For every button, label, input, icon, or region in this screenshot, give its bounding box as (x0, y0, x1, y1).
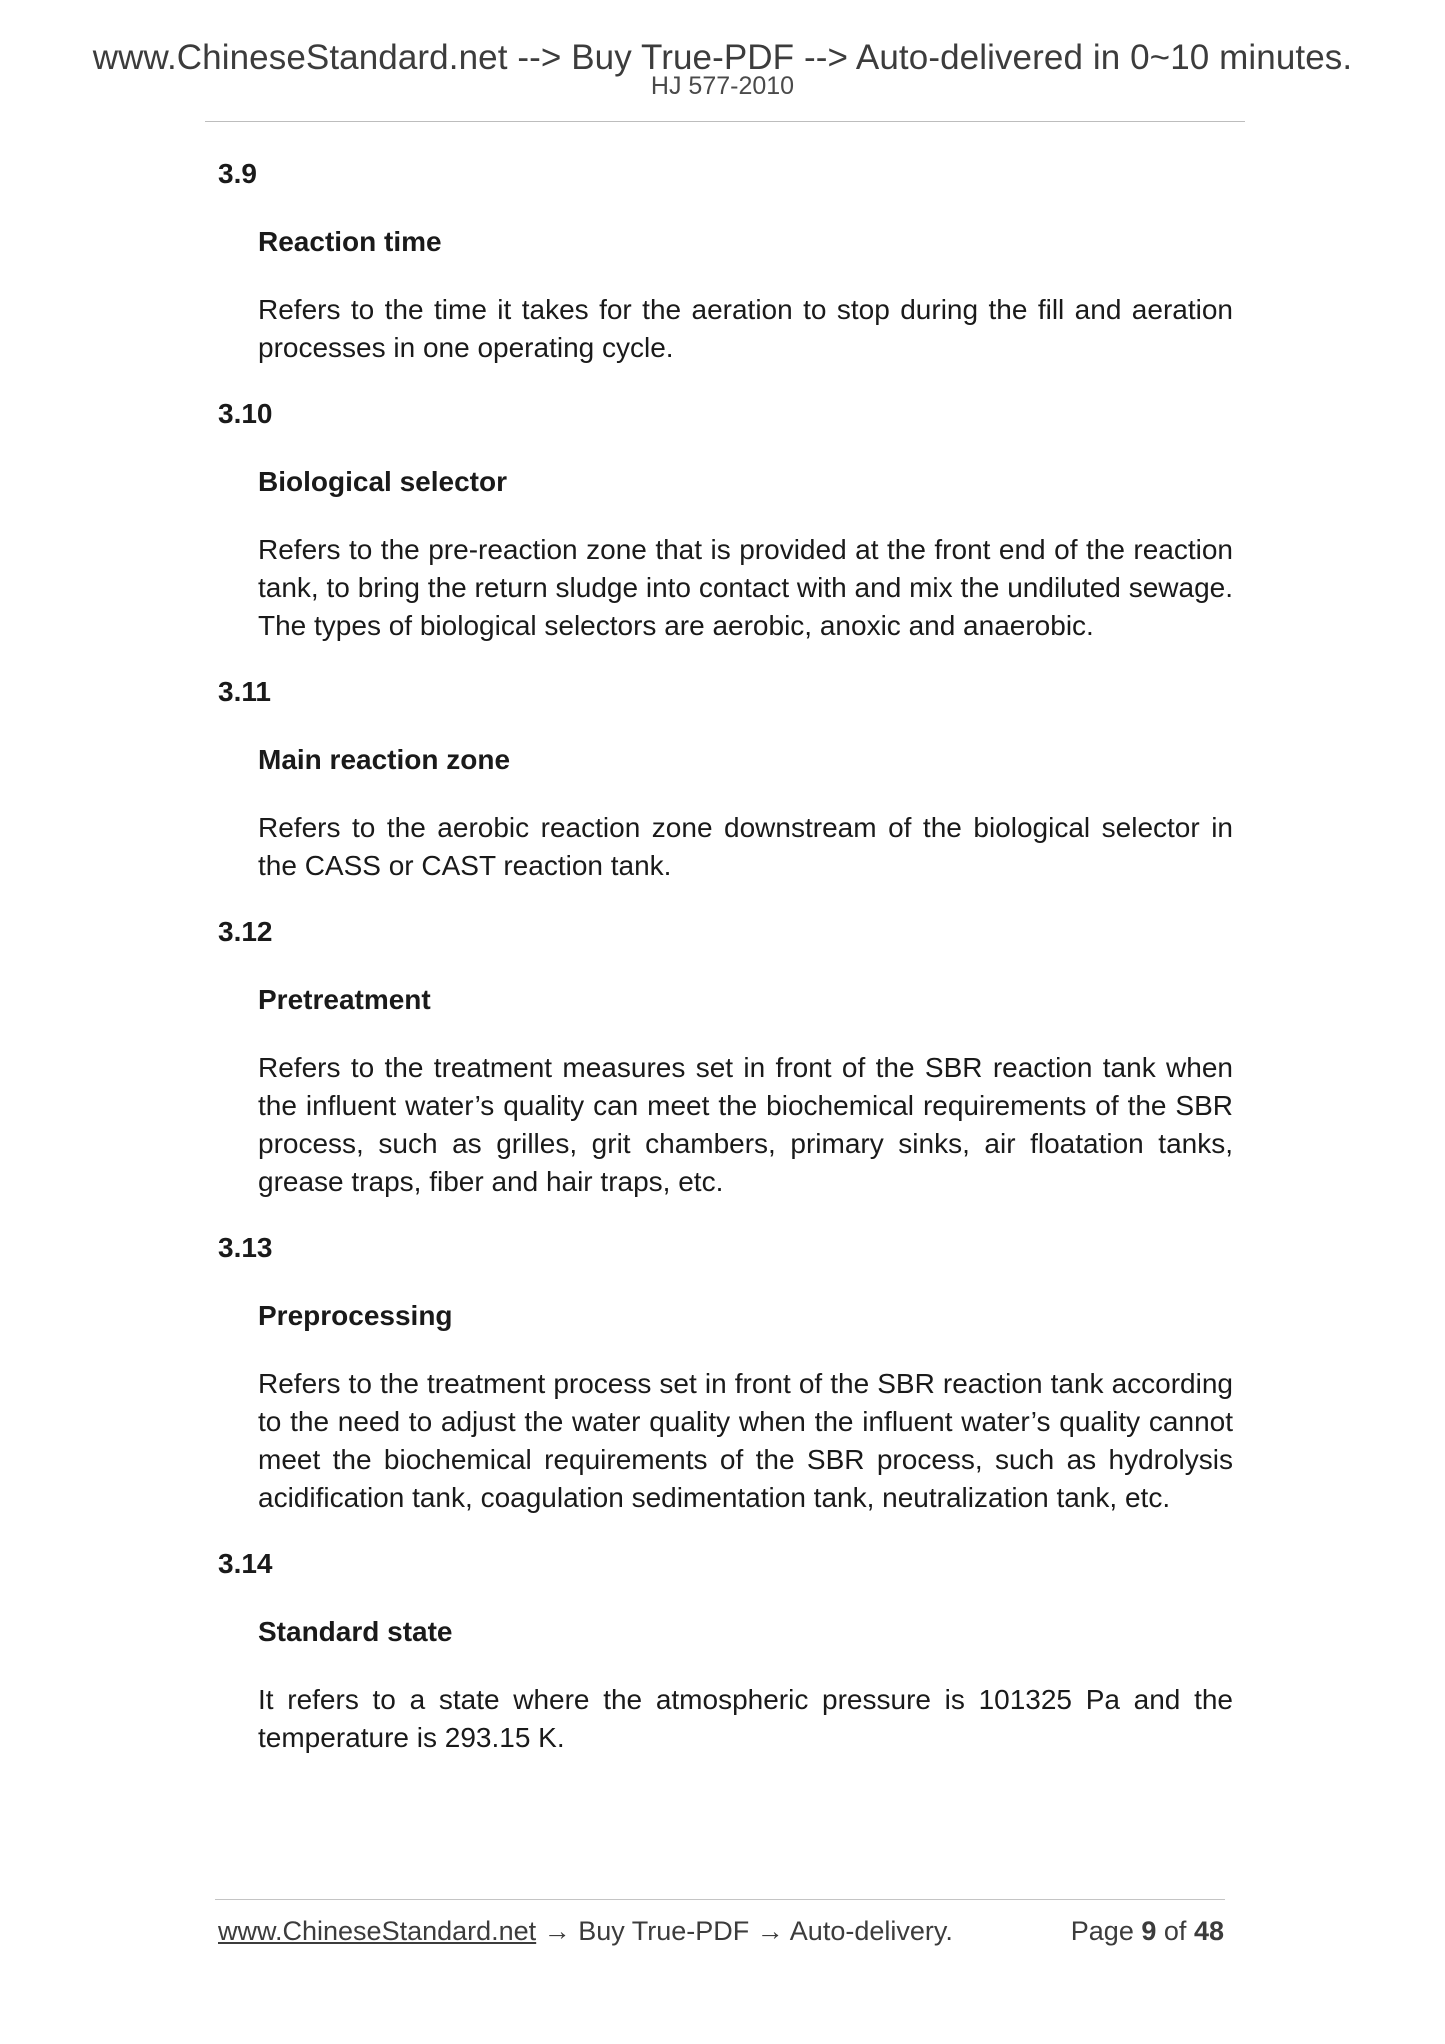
document-body (218, 155, 1238, 1785)
footer-delivery-text: Auto-delivery. (789, 1916, 953, 1946)
clause-term: Reaction time (258, 226, 442, 257)
clause-3-14 (218, 1545, 1238, 1757)
footer-buy-text: Buy True-PDF (578, 1916, 750, 1946)
clause-number: 3.12 (218, 916, 273, 947)
clause-definition: Refers to the time it takes for the aeration to stop during the fill and aeration processes in one operating cycle. (258, 294, 1233, 363)
clause-definition: Refers to the aerobic reaction zone downstream of the biological selector in the CASS or CAST reaction tank. (258, 812, 1233, 881)
clause-number: 3.9 (218, 158, 257, 189)
clause-3-9 (218, 155, 1238, 367)
page-indicator (1071, 1916, 1224, 1947)
clause-definition: Refers to the treatment process set in front of the SBR reaction tank according to the need to adjust the water quality when the influent water’s quality cannot meet the biochemical requirements of the SBR process, such as hydrolysis acidification tank, coagulation sedimentation tank, neutralization tank, etc. (258, 1368, 1233, 1513)
of-label: of (1163, 1916, 1187, 1946)
arrow-right-icon: → (543, 1916, 571, 1946)
total-pages: 48 (1193, 1916, 1224, 1946)
page-number: 9 (1141, 1916, 1157, 1946)
clause-term: Main reaction zone (258, 744, 511, 775)
clause-definition: Refers to the treatment measures set in front of the SBR reaction tank when the influent water’s quality can meet the biochemical requirements of the SBR process, such as grilles, grit chambers, primary sinks, air floatation tanks, grease traps, fiber and hair traps, etc. (258, 1052, 1233, 1197)
footer-promo (218, 1916, 953, 1947)
clause-term: Standard state (258, 1616, 453, 1647)
clause-3-13 (218, 1229, 1238, 1517)
clause-number: 3.14 (218, 1548, 273, 1579)
arrow-right-icon: → (756, 1916, 784, 1946)
clause-definition: It refers to a state where the atmospheric pressure is 101325 Pa and the temperature is 293.15 K. (258, 1684, 1233, 1753)
clause-3-10 (218, 395, 1238, 645)
footer-site-link[interactable]: www.ChineseStandard.net (218, 1916, 537, 1946)
clause-number: 3.11 (218, 676, 271, 707)
clause-number: 3.10 (218, 398, 273, 429)
clause-3-12 (218, 913, 1238, 1201)
clause-term: Biological selector (258, 466, 507, 497)
page-label: Page (1070, 1916, 1134, 1946)
clause-3-11 (218, 673, 1238, 885)
footer-divider (215, 1899, 1225, 1900)
standard-code: HJ 577-2010 (650, 72, 795, 100)
clause-number: 3.13 (218, 1232, 273, 1263)
clause-definition: Refers to the pre-reaction zone that is provided at the front end of the reaction tank, to bring the return sludge into contact with and mix the undiluted sewage. The types of biological selectors are aerobic, anoxic and anaerobic. (258, 534, 1233, 641)
clause-term: Pretreatment (258, 984, 431, 1015)
header-divider (205, 121, 1245, 122)
header-banner[interactable]: www.ChineseStandard.net --> Buy True-PDF --> Auto-delivered in 0~10 minutes. (92, 38, 1353, 77)
clause-term: Preprocessing (258, 1300, 453, 1331)
